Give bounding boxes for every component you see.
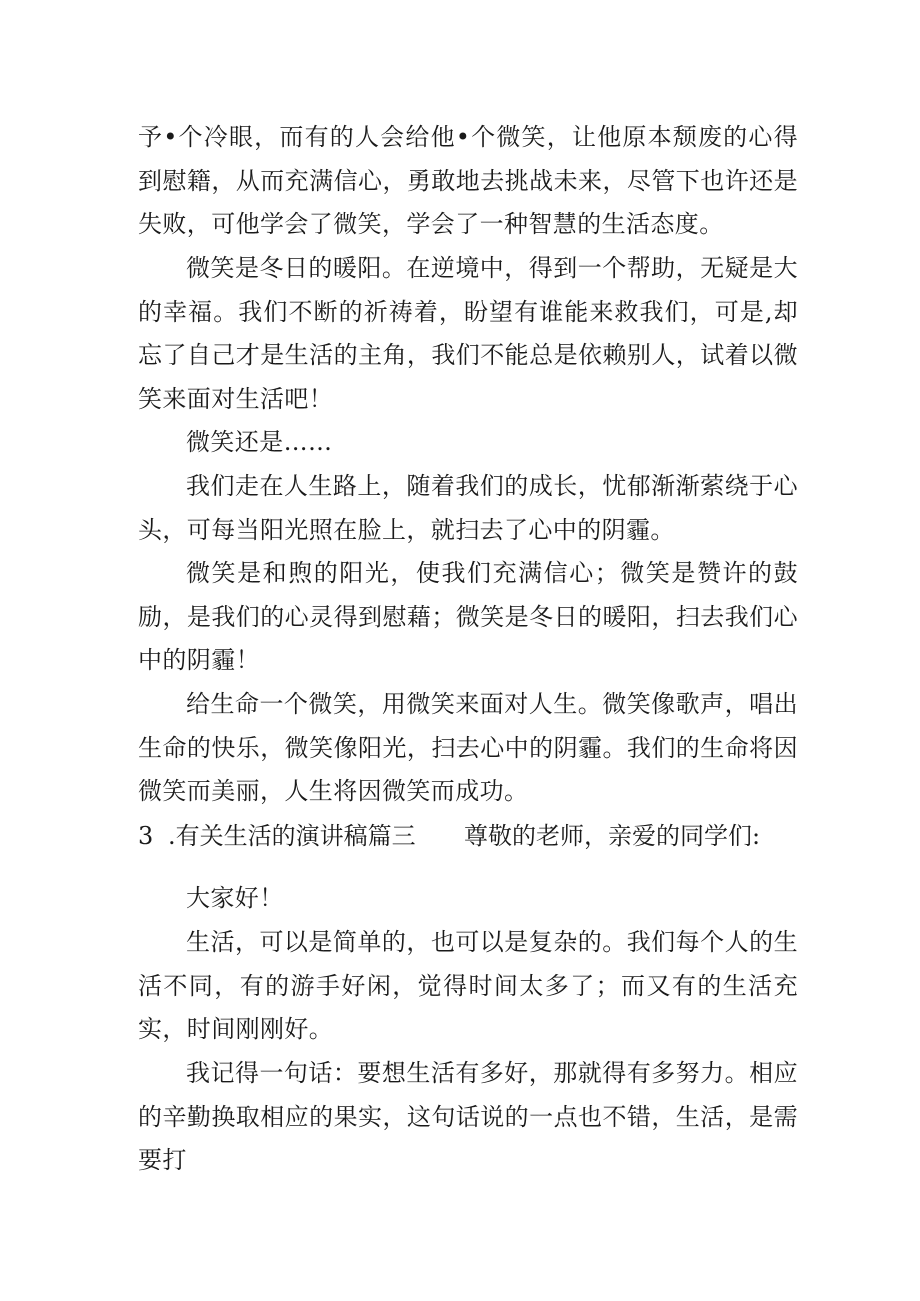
paragraph-warm-sunshine: 微笑是和煦的阳光，使我们充满信心；微笑是赞许的鼓励，是我们的心灵得到慰藉；微笑是冬日的暖阳，扫去我们心中的阴霾！ xyxy=(138,559,798,675)
section-number: 3 xyxy=(138,822,154,850)
paragraph-remember-saying: 我记得一句话：要想生活有多好，那就得有多努力。相应的辛勤换取相应的果实，这句话说的一点也不错，生活，是需要打 xyxy=(138,1059,798,1175)
paragraph-life-simple: 生活，可以是简单的，也可以是复杂的。我们每个人的生活不同，有的游手好闲，觉得时间太多了；而又有的生活充实，时间刚刚好。 xyxy=(138,928,798,1044)
paragraph-hello-everyone: 大家好！ xyxy=(186,884,284,912)
paragraph-winter-sun: 微笑是冬日的暖阳。在逆境中，得到一个帮助，无疑是大的幸福。我们不断的祈祷着，盼望有谁能来救我们，可是,却忘了自己才是生活的主角，我们不能总是依赖别人，试着以微笑来面对生活吧！ xyxy=(138,254,798,413)
paragraph-smile-also: 微笑还是…… xyxy=(186,428,333,456)
section-heading xyxy=(138,814,798,858)
paragraph-life-road: 我们走在人生路上，随着我们的成长，忧郁渐渐萦绕于心头，可每当阳光照在脸上，就扫去了心中的阴霾。 xyxy=(138,472,798,544)
paragraph-continuation: 予•个冷眼，而有的人会给他•个微笑，让他原本颓废的心得到慰籍，从而充满信心，勇敢地去挑战未来，尽管下也许还是失败，可他学会了微笑，学会了一种智慧的生活态度。 xyxy=(138,123,798,239)
paragraph-give-life-smile: 给生命一个微笑，用微笑来面对人生。微笑像歌声，唱出生命的快乐，微笑像阳光，扫去心中的阴霾。我们的生命将因微笑而美丽，人生将因微笑而成功。 xyxy=(138,690,798,806)
section-title: .有关生活的演讲稿篇三 xyxy=(168,822,416,850)
section-greeting: 尊敬的老师，亲爱的同学们: xyxy=(464,822,761,850)
